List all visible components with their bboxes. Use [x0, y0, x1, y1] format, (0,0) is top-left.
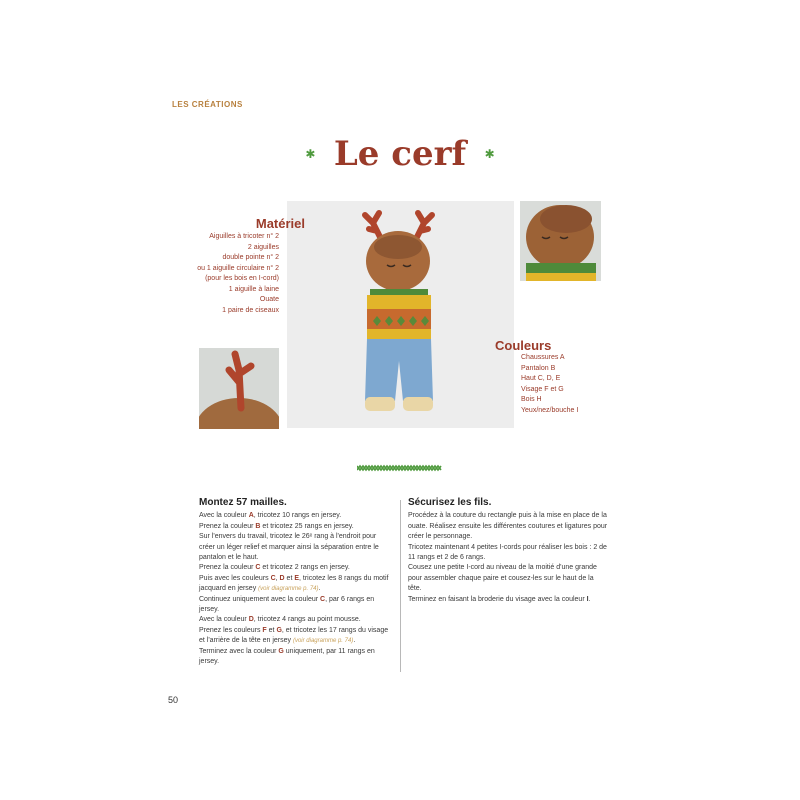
couleurs-item: Haut C, D, E — [521, 375, 561, 382]
couleurs-item: Yeux/nez/bouche I — [521, 406, 579, 414]
page-number: 50 — [168, 695, 179, 705]
instruction-line: Avec la couleur D, tricotez 4 rangs au point mousse. — [199, 616, 361, 624]
instruction-line: Tricotez maintenant 4 petites I-cords pour réaliser les bois : 2 de 11 rangs et 2 de 6 rangs. — [408, 543, 607, 562]
couleurs-heading: Couleurs — [495, 338, 552, 353]
couleurs-item: Chaussures A — [521, 354, 565, 361]
materiel-item: (pour les bois en I-cord) — [205, 275, 279, 282]
star-icon: ✱ — [484, 147, 495, 161]
instruction-line: Terminez avec la couleur G uniquement, par 11 rangs en jersey. — [199, 647, 375, 666]
couleurs-list — [521, 353, 578, 416]
materiel-item: ou 1 aiguille circulaire n° 2 — [197, 264, 279, 272]
materiel-list — [149, 232, 279, 316]
instruction-line: Procédez à la couture du rectangle puis à la mise en place de la ouate. Réalisez ensuite les différentes coutures et ligatures pour créer le personnage. — [408, 512, 608, 541]
section-label: LES CRÉATIONS — [172, 100, 243, 109]
couleurs-item: Bois H — [521, 396, 542, 403]
materiel-item: 1 aiguille à laine — [228, 285, 279, 293]
instructions-left-column — [199, 498, 394, 668]
title-row — [0, 134, 800, 174]
page-title: Le cerf — [333, 134, 467, 174]
materiel-item: 1 paire de ciseaux — [222, 306, 279, 314]
instruction-line: Cousez une petite I-cord au niveau de la moitié d'une grande pour assembler chaque paire et cousez-les sur le haut de la tête. — [408, 564, 597, 593]
diagram-reference: (voir diagramme p. 74) — [292, 638, 354, 645]
instruction-line: Terminez en faisant la broderie du visage avec la couleur I. — [408, 595, 591, 603]
step-heading: Montez 57 mailles. — [199, 497, 287, 508]
instruction-line: Prenez la couleur B et tricotez 25 rangs en jersey. — [199, 522, 354, 530]
instruction-line: Prenez la couleur C et tricotez 2 rangs en jersey. — [199, 564, 350, 572]
instruction-line: Continuez uniquement avec la couleur C, par 6 rangs en jersey. — [199, 595, 375, 614]
step-heading: Sécurisez les fils. — [408, 497, 492, 508]
instructions-right-column — [408, 498, 608, 605]
deer-doll-photo — [287, 201, 514, 428]
couleurs-item: Pantalon B — [521, 364, 556, 372]
diagram-reference: (voir diagramme p. 74) — [258, 586, 319, 593]
couleurs-item: Visage F et G — [521, 385, 564, 393]
instruction-line: Sur l'envers du travail, tricotez le 26ᵉ rang à l'endroit pour créer un léger relief et marquer ainsi la séparation entre le pantalon et le haut. — [199, 533, 379, 562]
instruction-line: Avec la couleur A, tricotez 10 rangs en jersey. — [199, 512, 342, 520]
instruction-line: Puis avec les couleurs C, D et E, tricotez les 8 rangs du motif jacquard en jersey (voir diagramme p. 74). — [199, 574, 389, 593]
materiel-item: Aiguilles à tricoter n° 2 — [209, 233, 279, 240]
star-icon: ✱ — [305, 147, 316, 161]
materiel-item: Ouate — [259, 296, 279, 303]
instruction-line: Prenez les couleurs F et G, et tricotez les 17 rangs du visage et l'arrière de la tête en jersey (voir diagramme p. 74). — [199, 626, 389, 645]
materiel-item: double pointe n° 2 — [222, 254, 279, 261]
deer-head-closeup-photo — [520, 201, 601, 281]
deer-antler-closeup-photo — [199, 348, 279, 429]
materiel-heading: Matériel — [255, 216, 305, 231]
zigzag-divider — [357, 460, 443, 478]
materiel-item: 2 aiguilles — [247, 243, 279, 251]
column-divider — [400, 500, 401, 672]
